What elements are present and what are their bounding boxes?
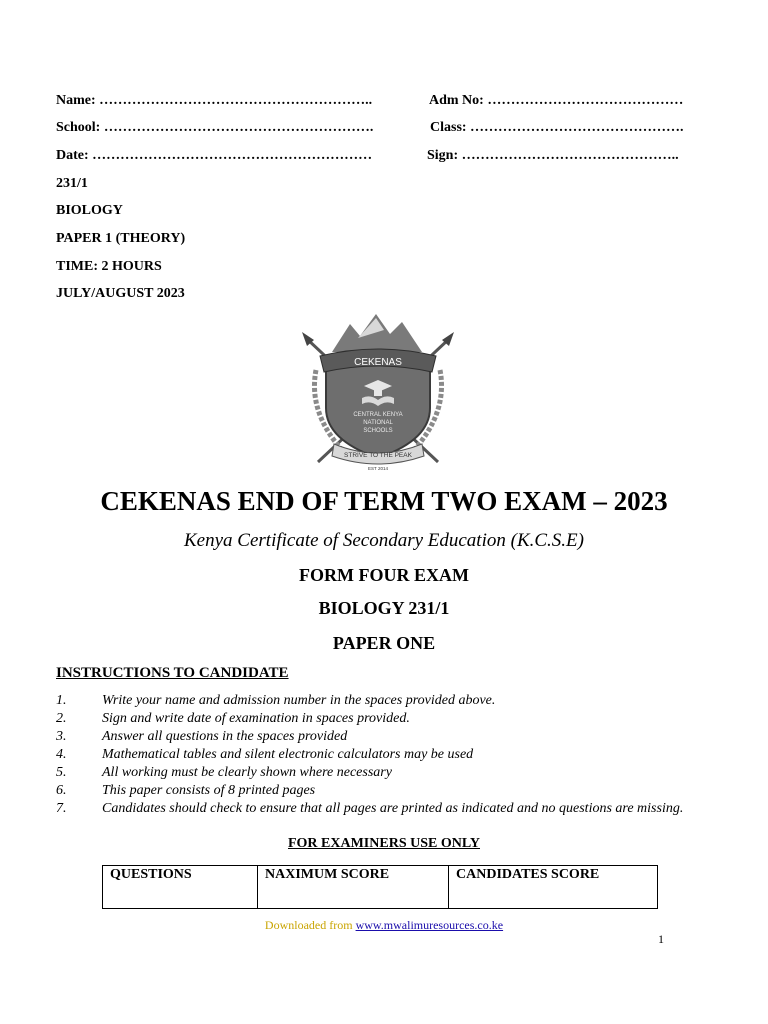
instruction-number: 2. (56, 711, 67, 726)
instruction-item (56, 710, 706, 728)
paper-title: PAPER ONE (332, 633, 436, 653)
instruction-number: 5. (56, 765, 67, 780)
paper-time: TIME: 2 HOURS (56, 259, 162, 274)
form-title: FORM FOUR EXAM (299, 565, 469, 585)
instructions-list (56, 692, 706, 818)
instruction-item (56, 800, 706, 818)
instruction-item (56, 728, 706, 746)
paper-session: JULY/AUGUST 2023 (56, 286, 185, 301)
page-number: 1 (658, 932, 664, 946)
adm-no-field: Adm No: …………………………………… (429, 93, 684, 108)
instruction-text: Mathematical tables and silent electronic calculators may be used (102, 747, 474, 762)
school-field: School: …………………………………………………. (56, 120, 374, 135)
download-note (0, 918, 768, 933)
crest-est: EST 2014 (368, 466, 388, 471)
crest-motto: STRIVE TO THE PEAK (344, 452, 412, 459)
download-prefix: Downloaded from (264, 918, 356, 932)
paper-code: 231/1 (56, 176, 88, 191)
download-link[interactable]: www.mwalimuresources.co.ke (355, 918, 504, 932)
instruction-item (56, 764, 706, 782)
crest-inner-text-3: SCHOOLS (363, 428, 393, 434)
cekenas-crest-logo (298, 312, 458, 474)
instruction-text: Candidates should check to ensure that all pages are printed as indicated and no questions are missing. (102, 801, 684, 816)
score-table (102, 865, 658, 909)
exam-subtitle: Kenya Certificate of Secondary Education (K.C.S.E) (184, 530, 584, 551)
column-questions: QUESTIONS (103, 866, 258, 909)
instruction-text: Write your name and admission number in the spaces provided above. (102, 693, 496, 708)
crest-banner-text: CEKENAS (354, 357, 402, 368)
instruction-text: This paper consists of 8 printed pages (102, 783, 316, 798)
instruction-number: 7. (56, 801, 67, 816)
exam-title: CEKENAS END OF TERM TWO EXAM – 2023 (100, 486, 668, 516)
instruction-number: 1. (56, 693, 67, 708)
instruction-number: 6. (56, 783, 67, 798)
paper-type: PAPER 1 (THEORY) (56, 231, 186, 246)
class-field: Class: ………………………………………. (430, 120, 684, 135)
name-field: Name: ………………………………………………….. (56, 93, 373, 108)
instruction-text: Sign and write date of examination in spaces provided. (102, 711, 410, 726)
paper-subject: BIOLOGY (56, 203, 123, 218)
instruction-item (56, 782, 706, 800)
column-candidates-score: CANDIDATES SCORE (449, 866, 658, 909)
date-field: Date: …………………………………………………… (56, 148, 373, 163)
column-maximum-score: NAXIMUM SCORE (258, 866, 449, 909)
instructions-heading: INSTRUCTIONS TO CANDIDATE (56, 665, 289, 681)
sign-field: Sign: ……………………………………….. (427, 148, 679, 163)
instruction-text: Answer all questions in the spaces provided (102, 729, 348, 744)
instruction-item (56, 692, 706, 710)
instruction-number: 4. (56, 747, 67, 762)
subject-title: BIOLOGY 231/1 (318, 598, 450, 618)
instruction-number: 3. (56, 729, 67, 744)
score-table-header-row (103, 866, 658, 909)
instruction-item (56, 746, 706, 764)
examiners-heading: FOR EXAMINERS USE ONLY (287, 836, 480, 851)
crest-inner-text-2: NATIONAL (363, 420, 393, 426)
instruction-text: All working must be clearly shown where necessary (102, 765, 392, 780)
crest-inner-text-1: CENTRAL KENYA (353, 412, 403, 418)
